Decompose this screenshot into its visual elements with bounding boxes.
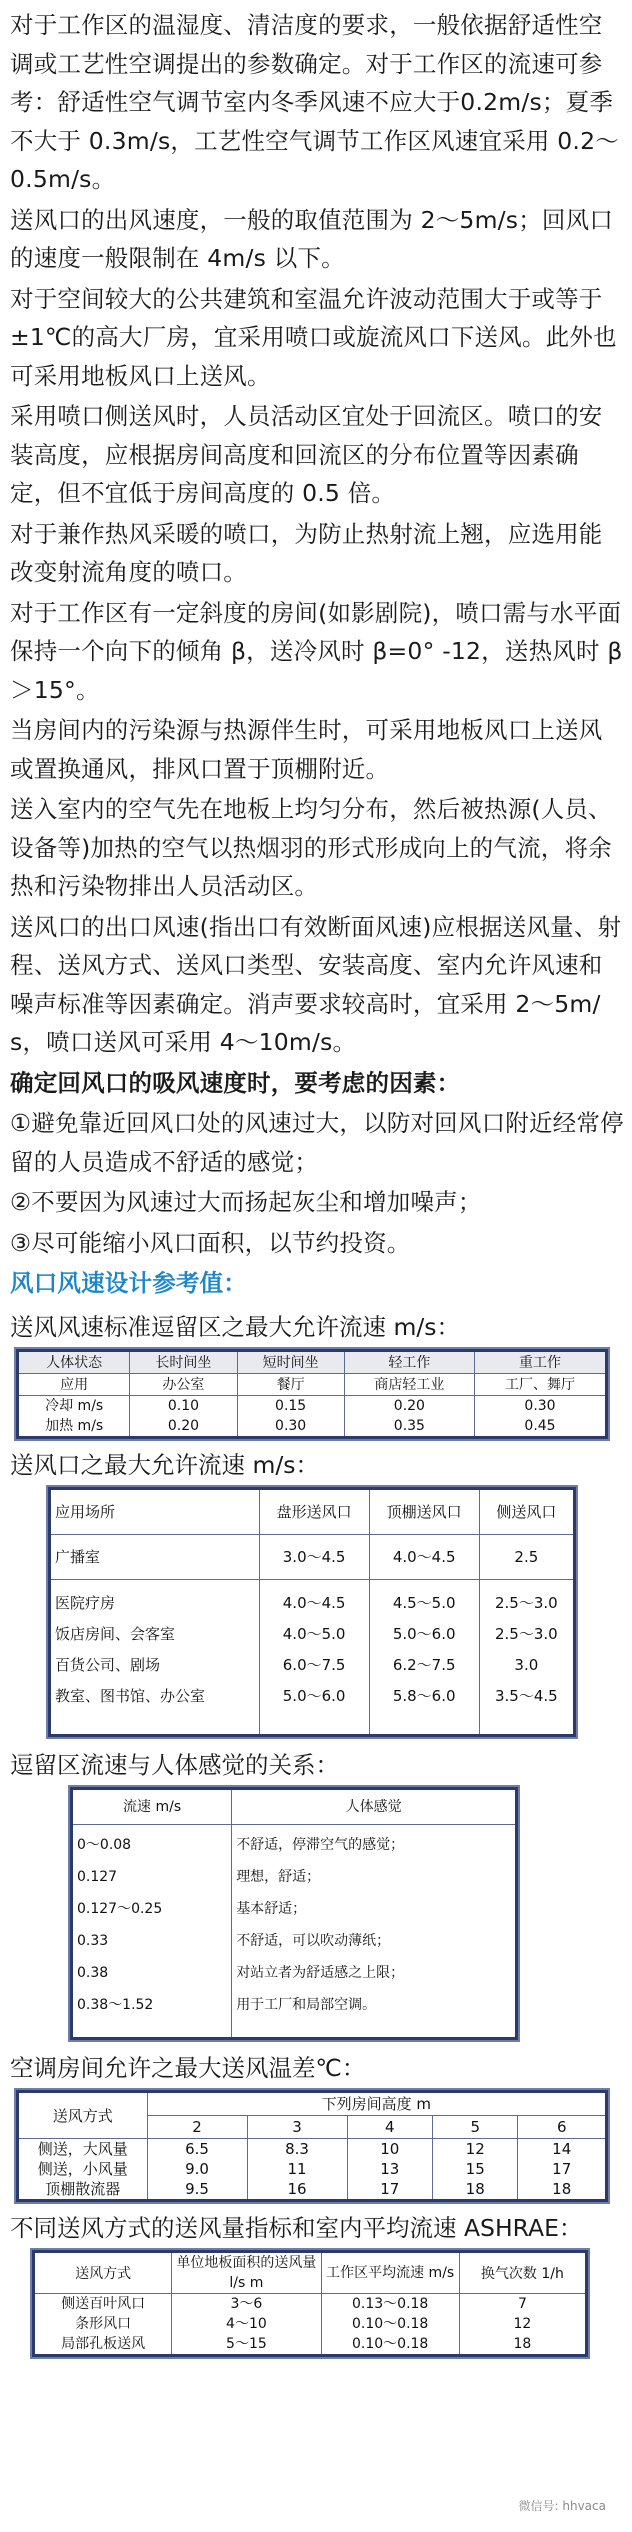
table-header-cell: 重工作: [475, 1350, 607, 1373]
paragraph-large-space: 对于空间较大的公共建筑和室温允许波动范围大于或等于±1℃的高大厂房，宜采用喷口或旋流风口下送风。此外也可采用地板风口上送风。: [10, 284, 617, 390]
value: 6.2～7.5: [392, 1655, 456, 1674]
table4-caption: 空调房间允许之最大送风温差℃：: [10, 2053, 366, 2082]
table-row: [18, 1350, 607, 1373]
feeling-text: 基本舒适；: [236, 1900, 307, 1917]
table-row: [18, 1395, 607, 1437]
table-row: [18, 2091, 607, 2115]
row-label: 冷却 m/s: [45, 1397, 104, 1414]
place-label: 百货公司、剧场: [55, 1655, 161, 1674]
value: 4.5～5.0: [392, 1593, 456, 1612]
paragraph-nozzle-side: 采用喷口侧送风时，人员活动区宜处于回流区。喷口的安装高度，应根据房间高度和回流区的分布位置等因素确定，但不宜低于房间高度的 0.5 倍。: [10, 402, 603, 507]
table5-caption: 不同送风方式的送风量指标和室内平均流速 ASHRAE：: [10, 2213, 583, 2242]
table-row: [50, 1534, 575, 1579]
value: 8.3: [285, 2139, 309, 2158]
value: 5.0～6.0: [282, 1686, 346, 1705]
table-cell: [475, 1395, 607, 1437]
table-header-cell: 4: [347, 2115, 432, 2138]
row-label: 加热 m/s: [45, 1417, 104, 1434]
table-cell: 商店轻工业: [344, 1373, 474, 1395]
paragraph-exit-velocity: 送风口的出口风速(指出口有效断面风速)应根据送风量、射程、送风方式、送风口类型、安装高度、室内允许风速和噪声标准等因素确定。消声要求较高时，宜采用 2～5m/s，喷口送风可采用 4～10m/s。: [10, 912, 622, 1056]
table-temp-difference: [16, 2090, 608, 2202]
table-row: [72, 1824, 517, 2038]
table-cell: [259, 1579, 369, 1735]
value: 11: [287, 2159, 307, 2178]
table-cell: [347, 2138, 432, 2200]
table-header-cell: 工作区平均流速 m/s: [321, 2251, 459, 2293]
value: 0.35: [393, 1417, 425, 1434]
value: 14: [552, 2139, 572, 2158]
table-row: [34, 2293, 587, 2355]
value: 2.5～3.0: [494, 1593, 558, 1612]
table-header-cell: 6: [518, 2115, 607, 2138]
place-label: 教室、图书馆、办公室: [55, 1686, 206, 1705]
table-row: [18, 1373, 607, 1395]
table-header-cell: 送风方式: [34, 2251, 172, 2293]
value: 4.0～4.5: [282, 1593, 346, 1612]
table-header-cell: 5: [432, 2115, 517, 2138]
table-header-cell: 轻工作: [344, 1350, 474, 1373]
value: 4～10: [226, 2315, 267, 2332]
table-cell: [369, 1579, 479, 1735]
paragraph-displacement: 送入室内的空气先在地板上均匀分布，然后被热源(人员、设备等)加热的空气以热烟羽的形式形成向上的气流，将余热和污染物排出人员活动区。: [10, 795, 612, 900]
row-label: 侧送，大风量: [37, 2139, 128, 2158]
table-header-cell: 盘形送风口: [259, 1488, 369, 1534]
table-row: [72, 1788, 517, 1824]
table2-caption: 送风口之最大允许流速 m/s：: [10, 1450, 320, 1479]
table-header-cell: 应用场所: [50, 1488, 260, 1534]
value: 12: [465, 2139, 485, 2158]
paragraph-outlet-speed: 送风口的出风速度，一般的取值范围为 2～5m/s；回风口的速度一般限制在 4m/s 以下。: [10, 205, 614, 272]
table-cell: 3.0～4.5: [259, 1534, 369, 1579]
table-header-cell: 流速 m/s: [72, 1788, 232, 1824]
value: 0.45: [524, 1417, 556, 1434]
article: [10, 6, 624, 2357]
value: 5.8～6.0: [392, 1686, 456, 1705]
section-title: 风口风速设计参考值：: [10, 1269, 247, 1297]
paragraph-workzone: 对于工作区的温湿度、清洁度的要求，一般依据舒适性空调或工艺性空调提出的参数确定。对于工作区的流速可参考：舒适性空气调节室内冬季风速不应大于0.2m/s；夏季不大于 0.3m/s，工艺性空气调节工作区风速宜采用 0.2～0.5m/s。: [10, 11, 619, 193]
value: 0.15: [275, 1397, 307, 1414]
paragraph-pollution-source: 当房间内的污染源与热源伴生时，可采用地板风口上送风或置换通风，排风口置于顶棚附近。: [10, 716, 603, 783]
value: 9.0: [185, 2159, 209, 2178]
row-label: 顶棚散流器: [45, 2179, 121, 2198]
table-cell: [172, 2293, 321, 2355]
feeling-text: 对站立者为舒适感之上限；: [236, 1964, 405, 1981]
table-header-cell: 换气次数 1/h: [459, 2251, 586, 2293]
table-header-cell: 侧送风口: [479, 1488, 574, 1534]
table-cell: [34, 2293, 172, 2355]
table-cell: 工厂、舞厅: [475, 1373, 607, 1395]
table-cell: [232, 1824, 517, 2038]
table-cell: 餐厅: [237, 1373, 344, 1395]
table-header-cell: 3: [247, 2115, 347, 2138]
table-ashrae-airflow: [32, 2250, 588, 2357]
table-header-cell: 人体感觉: [232, 1788, 517, 1824]
table-cell: [344, 1395, 474, 1437]
feeling-text: 用于工厂和局部空调。: [236, 1996, 377, 2013]
speed-value: 0～0.08: [77, 1836, 132, 1853]
table-speed-feeling: [70, 1787, 518, 2040]
factor-item: ①避免靠近回风口处的风速过大，以防对回风口附近经常停留的人员造成不舒适的感觉；: [10, 1109, 624, 1176]
wechat-watermark: 微信号: hhvaca: [518, 2499, 606, 2513]
table-cell: [237, 1395, 344, 1437]
table-cell: 2.5: [479, 1534, 574, 1579]
place-label: 医院疗房: [55, 1593, 116, 1612]
speed-value: 0.38～1.52: [77, 1996, 154, 2013]
value: 18: [552, 2179, 572, 2198]
value: 4.0～5.0: [282, 1624, 346, 1643]
value: 18: [513, 2335, 532, 2352]
table-header-cell: 送风方式: [18, 2091, 148, 2138]
value: 0.30: [275, 1417, 307, 1434]
value: 12: [513, 2315, 532, 2332]
speed-value: 0.127: [77, 1868, 118, 1885]
place-label: 饭店房间、会客室: [55, 1624, 176, 1643]
table-cell: 4.0～4.5: [369, 1534, 479, 1579]
table-cell: [432, 2138, 517, 2200]
value: 3～6: [230, 2295, 263, 2312]
table-header-cell: 人体状态: [18, 1350, 130, 1373]
value: 0.20: [167, 1417, 200, 1434]
table-cell: 广播室: [50, 1534, 260, 1579]
speed-value: 0.127～0.25: [77, 1900, 163, 1917]
table1-caption: 送风风速标准逗留区之最大允许流速 m/s：: [10, 1312, 461, 1341]
value: 13: [380, 2159, 400, 2178]
table-cell: [18, 1395, 130, 1437]
table-cell: [147, 2138, 247, 2200]
value: 5～15: [226, 2335, 267, 2352]
table-row: [50, 1579, 575, 1735]
factor-item: ②不要因为风速过大而扬起灰尘和增加噪声；: [10, 1188, 482, 1216]
table-header-cell: 短时间坐: [237, 1350, 344, 1373]
feeling-text: 理想，舒适；: [236, 1868, 321, 1885]
row-label: 侧送，小风量: [37, 2159, 128, 2178]
table-header-cell: 下列房间高度 m: [147, 2091, 606, 2115]
value: 18: [465, 2179, 485, 2198]
table-row: [50, 1488, 575, 1534]
value: 6.5: [185, 2139, 209, 2158]
table-header-cell: 2: [147, 2115, 247, 2138]
factor-item: ③尽可能缩小风口面积，以节约投资。: [10, 1228, 411, 1257]
table-cell: [18, 2138, 148, 2200]
value: 3.0: [514, 1655, 539, 1674]
table3-caption: 逗留区流速与人体感觉的关系：: [10, 1750, 339, 1779]
table-header-cell: 单位地板面积的送风量 l/s m: [172, 2251, 321, 2293]
table-header-cell: 长时间坐: [130, 1350, 237, 1373]
table-cell: 办公室: [130, 1373, 237, 1395]
value: 0.10: [167, 1397, 200, 1414]
value: 16: [287, 2179, 307, 2198]
table-occupied-zone-speed: [16, 1349, 608, 1439]
value: 7: [517, 2295, 527, 2312]
table-cell: [479, 1579, 574, 1735]
row-label: 条形风口: [75, 2315, 132, 2332]
table-row: [34, 2251, 587, 2293]
speed-value: 0.33: [77, 1932, 109, 1949]
factors-title: 确定回风口的吸风速度时，要考虑的因素：: [10, 1068, 461, 1097]
table-header-cell: 顶棚送风口: [369, 1488, 479, 1534]
value: 0.20: [393, 1397, 425, 1414]
speed-value: 0.38: [77, 1964, 109, 1981]
value: 6.0～7.5: [282, 1655, 346, 1674]
table-cell: [72, 1824, 232, 2038]
table-cell: 应用: [18, 1373, 130, 1395]
value: 5.0～6.0: [392, 1624, 456, 1643]
value: 0.10～0.18: [352, 2315, 429, 2332]
value: 9.5: [185, 2179, 209, 2198]
table-cell: [130, 1395, 237, 1437]
row-label: 侧送百叶风口: [61, 2295, 146, 2312]
table-cell: [459, 2293, 586, 2355]
value: 10: [380, 2139, 400, 2158]
paragraph-inclined-room: 对于工作区有一定斜度的房间(如影剧院)，喷口需与水平面保持一个向下的倾角 β，送冷风时 β=0° -12，送热风时 β＞15°。: [10, 598, 623, 704]
table-outlet-max-speed: [48, 1487, 576, 1737]
paragraph-hot-air-nozzle: 对于兼作热风采暖的喷口，为防止热射流上翘，应选用能改变射流角度的喷口。: [10, 519, 603, 586]
table-cell: [518, 2138, 607, 2200]
table-cell: [50, 1579, 260, 1735]
value: 0.13～0.18: [352, 2295, 429, 2312]
value: 0.10～0.18: [352, 2335, 429, 2352]
feeling-text: 不舒适，停滞空气的感觉；: [236, 1836, 405, 1853]
table-cell: [321, 2293, 459, 2355]
value: 2.5～3.0: [494, 1624, 558, 1643]
table-cell: [247, 2138, 347, 2200]
value: 17: [380, 2179, 400, 2198]
table-row: [18, 2138, 607, 2200]
value: 0.30: [524, 1397, 556, 1414]
row-label: 局部孔板送风: [61, 2335, 146, 2352]
value: 17: [552, 2159, 572, 2178]
value: 15: [465, 2159, 485, 2178]
value: 3.5～4.5: [494, 1686, 558, 1705]
feeling-text: 不舒适，可以吹动薄纸；: [236, 1932, 391, 1949]
